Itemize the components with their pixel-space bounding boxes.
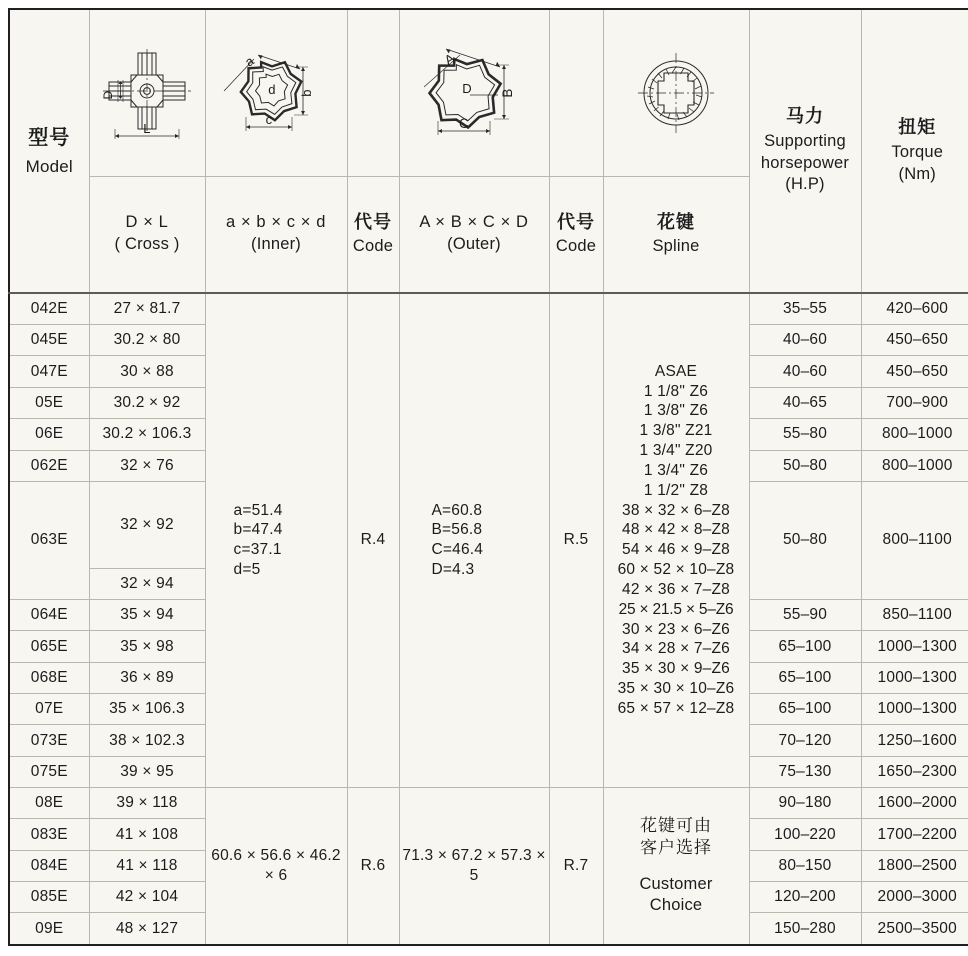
cell-torque: 1000–1300 xyxy=(861,631,968,662)
cell-outer-dims-lower: 71.3 × 67.2 × 57.3 × 5 xyxy=(399,787,549,945)
inner-dim-d: d=5 xyxy=(233,561,261,579)
cell-outer-dims-upper xyxy=(399,293,549,788)
cell-horsepower: 40–65 xyxy=(749,387,861,418)
header-cross-label: D × L xyxy=(125,213,169,232)
header-inner-code-figure-spacer xyxy=(347,9,399,176)
spline-line: 1 1/2" Z8 xyxy=(643,481,709,499)
cell-torque: 420–600 xyxy=(861,293,968,325)
spline-line: 65 × 57 × 12–Z8 xyxy=(617,699,735,717)
cell-cross: 27 × 81.7 xyxy=(89,293,205,325)
cell-torque: 450–650 xyxy=(861,356,968,387)
spline-line: 1 3/8" Z6 xyxy=(643,402,709,420)
cell-horsepower: 70–120 xyxy=(749,725,861,756)
header-horsepower-en2: horsepower xyxy=(760,153,850,172)
cell-cross: 41 × 108 xyxy=(89,819,205,850)
cell-horsepower: 55–80 xyxy=(749,419,861,450)
header-outer-sub: (Outer) xyxy=(447,235,501,254)
cell-horsepower: 100–220 xyxy=(749,819,861,850)
header-horsepower-cn: 马力 xyxy=(786,106,824,128)
cell-outer-code-upper: R.5 xyxy=(549,293,603,788)
cell-cross: 35 × 106.3 xyxy=(89,693,205,724)
cell-torque: 1000–1300 xyxy=(861,693,968,724)
cell-cross: 38 × 102.3 xyxy=(89,725,205,756)
header-row-figures xyxy=(9,9,968,176)
spline-line: 60 × 52 × 10–Z8 xyxy=(617,561,735,579)
cell-torque: 1250–1600 xyxy=(861,725,968,756)
header-cross-figure-cell xyxy=(89,9,205,176)
spline-line: 34 × 28 × 7–Z6 xyxy=(622,640,730,658)
cell-inner-dims-lower: 60.6 × 56.6 × 46.2 × 6 xyxy=(205,787,347,945)
cell-model: 065E xyxy=(9,631,89,662)
spline-choice-gap xyxy=(606,860,747,874)
cell-horsepower: 40–60 xyxy=(749,356,861,387)
header-torque-en1: Torque xyxy=(891,142,944,161)
header-outer-code-en: Code xyxy=(555,237,597,256)
cell-model: 07E xyxy=(9,693,89,724)
header-outer-code-cn: 代号 xyxy=(557,211,595,233)
svg-text:C: C xyxy=(459,115,469,131)
cell-model: 06E xyxy=(9,419,89,450)
header-outer-code-figure-spacer xyxy=(549,9,603,176)
spline-line: 30 × 23 × 6–Z6 xyxy=(622,620,730,638)
outer-dim-B: B=56.8 xyxy=(431,521,483,539)
cell-model: 063E xyxy=(9,481,89,599)
cell-model: 075E xyxy=(9,756,89,787)
cell-cross: 35 × 94 xyxy=(89,599,205,630)
header-torque-cn: 扭矩 xyxy=(898,117,937,139)
spline-line: 35 × 30 × 9–Z6 xyxy=(622,660,730,678)
outer-dim-C: C=46.4 xyxy=(431,541,484,559)
header-outer xyxy=(399,176,549,292)
cell-model: 047E xyxy=(9,356,89,387)
cell-horsepower: 50–80 xyxy=(749,450,861,481)
svg-text:d: d xyxy=(268,81,276,97)
spline-line: 54 × 46 × 9–Z8 xyxy=(622,541,730,559)
spline-choice-en1: Customer xyxy=(639,874,713,893)
cell-cross: 30.2 × 106.3 xyxy=(89,419,205,450)
table-row xyxy=(9,787,968,818)
cell-horsepower: 150–280 xyxy=(749,913,861,945)
cell-model: 09E xyxy=(9,913,89,945)
cell-horsepower: 90–180 xyxy=(749,787,861,818)
spline-line: 1 3/8" Z21 xyxy=(639,422,713,440)
header-inner-figure-cell xyxy=(205,9,347,176)
cell-cross: 30.2 × 92 xyxy=(89,387,205,418)
header-spline-cn: 花键 xyxy=(657,211,695,233)
spline-line: 48 × 42 × 8–Z8 xyxy=(622,521,730,539)
header-inner-code-en: Code xyxy=(352,237,394,256)
cell-torque: 700–900 xyxy=(861,387,968,418)
cell-torque: 2500–3500 xyxy=(861,913,968,945)
inner-star-tube-profile-icon xyxy=(210,43,342,143)
cell-cross: 48 × 127 xyxy=(89,913,205,945)
cell-horsepower: 75–130 xyxy=(749,756,861,787)
header-inner xyxy=(205,176,347,292)
cell-model: 064E xyxy=(9,599,89,630)
header-outer-label: A × B × C × D xyxy=(419,213,529,232)
spline-line: 1 3/4" Z6 xyxy=(643,461,709,479)
cell-torque: 1800–2500 xyxy=(861,850,968,881)
cell-horsepower: 55–90 xyxy=(749,599,861,630)
universal-joint-cross-icon xyxy=(93,43,201,143)
cell-spline-upper xyxy=(603,293,749,788)
cell-horsepower: 40–60 xyxy=(749,325,861,356)
cell-cross: 39 × 95 xyxy=(89,756,205,787)
cell-torque: 2000–3000 xyxy=(861,882,968,913)
spline-line: 38 × 32 × 6–Z8 xyxy=(622,501,730,519)
header-torque xyxy=(861,9,968,293)
header-horsepower xyxy=(749,9,861,293)
svg-text:D: D xyxy=(462,80,472,96)
cell-horsepower: 65–100 xyxy=(749,662,861,693)
header-horsepower-en3: (H.P) xyxy=(785,175,825,194)
svg-text:b: b xyxy=(299,89,314,97)
cell-torque: 850–1100 xyxy=(861,599,968,630)
outer-dim-D: D=4.3 xyxy=(431,561,475,579)
inner-dim-c: c=37.1 xyxy=(233,541,282,559)
cell-cross: 42 × 104 xyxy=(89,882,205,913)
header-inner-code-cn: 代号 xyxy=(354,211,392,233)
cell-model: 042E xyxy=(9,293,89,325)
cell-cross: 30.2 × 80 xyxy=(89,325,205,356)
svg-text:L: L xyxy=(143,120,151,136)
cell-torque: 800–1000 xyxy=(861,419,968,450)
header-spline-figure-cell xyxy=(603,9,749,176)
spline-line: 1 3/4" Z20 xyxy=(639,442,713,460)
table-row xyxy=(9,293,968,325)
cell-horsepower: 65–100 xyxy=(749,693,861,724)
spline-title: ASAE xyxy=(654,362,698,380)
cell-torque: 1650–2300 xyxy=(861,756,968,787)
spline-line: 42 × 36 × 7–Z8 xyxy=(622,580,730,598)
cell-model: 045E xyxy=(9,325,89,356)
header-model-en: Model xyxy=(25,156,73,176)
cell-model: 068E xyxy=(9,662,89,693)
cell-torque: 1600–2000 xyxy=(861,787,968,818)
spline-choice-en2: Choice xyxy=(649,895,703,914)
inner-dim-a: a=51.4 xyxy=(233,501,283,519)
header-cross-sub: ( Cross ) xyxy=(114,235,180,254)
header-inner-sub: (Inner) xyxy=(251,235,301,254)
cell-torque: 450–650 xyxy=(861,325,968,356)
cell-horsepower: 35–55 xyxy=(749,293,861,325)
svg-text:B: B xyxy=(500,88,515,98)
cell-torque: 1000–1300 xyxy=(861,662,968,693)
header-model-cn: 型号 xyxy=(28,124,71,149)
table-body xyxy=(9,293,968,945)
spline-line: 25 × 21.5 × 5–Z6 xyxy=(618,600,734,618)
cell-cross: 35 × 98 xyxy=(89,631,205,662)
driveline-specification-table xyxy=(8,8,968,946)
outer-dim-A: A=60.8 xyxy=(431,501,483,519)
cell-model: 08E xyxy=(9,787,89,818)
header-spline xyxy=(603,176,749,292)
cell-model: 085E xyxy=(9,882,89,913)
cell-cross: 32 × 92 xyxy=(89,481,205,568)
cell-horsepower: 65–100 xyxy=(749,631,861,662)
cell-horsepower: 120–200 xyxy=(749,882,861,913)
cell-inner-code-lower: R.6 xyxy=(347,787,399,945)
cell-horsepower: 50–80 xyxy=(749,481,861,599)
cell-cross: 36 × 89 xyxy=(89,662,205,693)
outer-star-tube-profile-icon xyxy=(404,43,544,143)
cell-torque: 1700–2200 xyxy=(861,819,968,850)
header-outer-code xyxy=(549,176,603,292)
cell-cross: 30 × 88 xyxy=(89,356,205,387)
spline-line: 1 1/8" Z6 xyxy=(643,382,709,400)
header-inner-code xyxy=(347,176,399,292)
cell-horsepower: 80–150 xyxy=(749,850,861,881)
svg-text:A: A xyxy=(441,50,458,68)
header-cross xyxy=(89,176,205,292)
header-outer-figure-cell xyxy=(399,9,549,176)
cell-cross: 32 × 94 xyxy=(89,568,205,599)
cell-spline-lower xyxy=(603,787,749,945)
table-header xyxy=(9,9,968,293)
svg-text:a: a xyxy=(241,53,257,70)
cell-model: 062E xyxy=(9,450,89,481)
spline-choice-cn2: 客户选择 xyxy=(640,837,712,858)
splined-shaft-section-icon xyxy=(628,43,724,143)
cell-inner-dims-upper xyxy=(205,293,347,788)
spline-choice-cn1: 花键可由 xyxy=(640,816,712,837)
cell-torque: 800–1100 xyxy=(861,481,968,599)
header-torque-en2: (Nm) xyxy=(898,164,936,183)
cell-cross: 39 × 118 xyxy=(89,787,205,818)
cell-outer-code-lower: R.7 xyxy=(549,787,603,945)
cell-model: 05E xyxy=(9,387,89,418)
header-model xyxy=(9,9,89,293)
cell-model: 084E xyxy=(9,850,89,881)
spline-line: 35 × 30 × 10–Z6 xyxy=(617,680,735,698)
cell-model: 073E xyxy=(9,725,89,756)
header-inner-label: a × b × c × d xyxy=(226,213,326,232)
cell-model: 083E xyxy=(9,819,89,850)
cell-torque: 800–1000 xyxy=(861,450,968,481)
svg-text:D: D xyxy=(101,90,115,100)
cell-inner-code-upper: R.4 xyxy=(347,293,399,788)
cell-cross: 41 × 118 xyxy=(89,850,205,881)
header-spline-en: Spline xyxy=(652,237,700,256)
inner-dim-b: b=47.4 xyxy=(233,521,283,539)
svg-text:c: c xyxy=(265,111,273,127)
cell-cross: 32 × 76 xyxy=(89,450,205,481)
header-horsepower-en1: Supporting xyxy=(764,131,846,150)
